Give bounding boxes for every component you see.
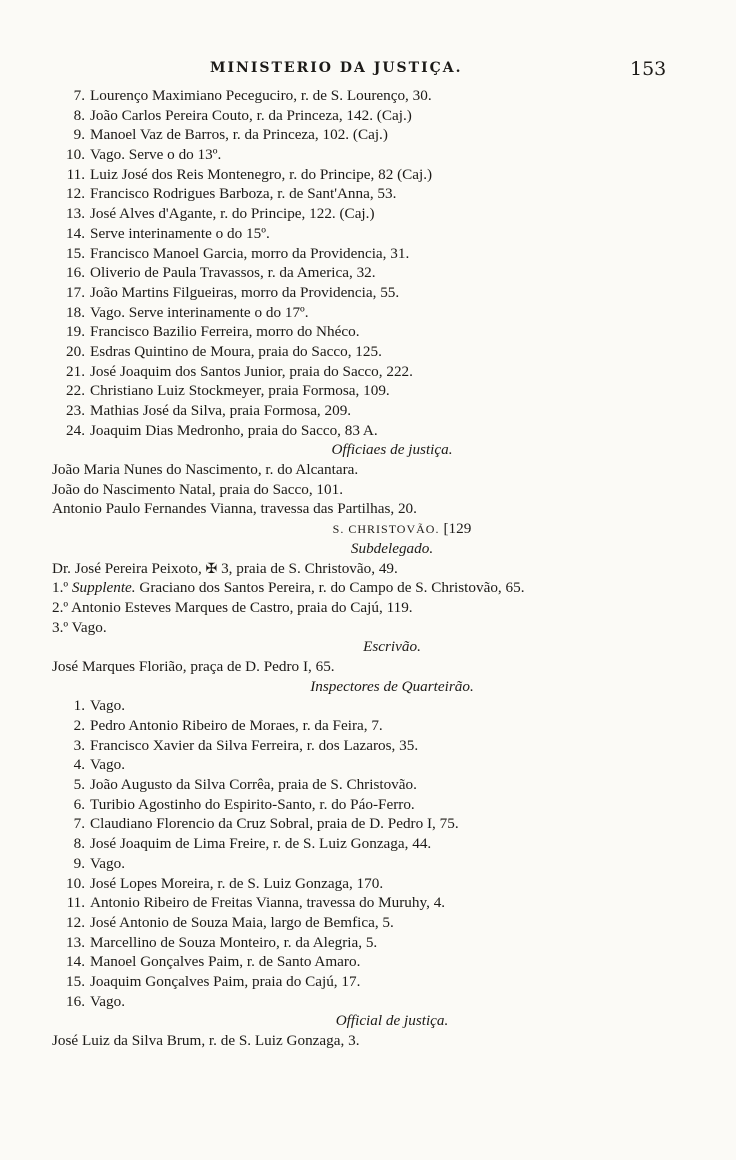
list-item: 12. José Antonio de Souza Maia, largo de Bemfica, 5. xyxy=(66,913,394,931)
list-item: 16. Vago. xyxy=(66,992,126,1010)
supplente-entry: 3.º Vago. xyxy=(52,618,107,636)
list-item: 2. Pedro Antonio Ribeiro de Moraes, r. da Feira, 7. xyxy=(73,717,383,734)
place-heading xyxy=(52,519,692,539)
list-item: 7. Lourenço Maximiano Peceguciro, r. de S. Lourenço, 30. xyxy=(73,87,432,104)
list-item: 15. Francisco Manoel Garcia, morro da Providencia, 31. xyxy=(66,244,410,262)
list-item: 9. Manoel Vaz de Barros, r. da Princeza, 102. (Caj.) xyxy=(73,126,388,144)
page-number: 153 xyxy=(630,58,667,80)
list-item: 24. Joaquim Dias Medronho, praia do Sacco, 83 A. xyxy=(66,421,378,439)
officiaes-heading: Officiaes de justiça. xyxy=(331,441,453,459)
list-item: 9. Vago. xyxy=(73,854,126,872)
list-item: 4. Vago. xyxy=(73,756,126,774)
escrivao-entry: José Marques Florião, praça de D. Pedro I, 65. xyxy=(52,657,335,675)
list-item: 6. Turibio Agostinho do Espirito-Santo, r. do Páo-Ferro. xyxy=(73,795,415,813)
list-item: 10. José Lopes Moreira, r. de S. Luiz Gonzaga, 170. xyxy=(66,874,384,892)
page-body xyxy=(52,86,692,1051)
list-item: 16. Oliverio de Paula Travassos, r. da America, 32. xyxy=(66,264,376,282)
escrivao-heading: Escrivão. xyxy=(363,638,421,656)
list-item: 13. José Alves d'Agante, r. do Principe, 122. (Caj.) xyxy=(66,205,375,223)
running-head xyxy=(0,60,736,82)
list-item: 3. Francisco Xavier da Silva Ferreira, r. dos Lazaros, 35. xyxy=(73,736,419,754)
subdelegado-entry: Dr. José Pereira Peixoto, ✠ 3, praia de S. Christovão, 49. xyxy=(52,559,398,577)
list-item: 11. Luiz José dos Reis Montenegro, r. do Principe, 82 (Caj.) xyxy=(66,165,433,183)
list-item: 5. João Augusto da Silva Corrêa, praia de S. Christovão. xyxy=(73,776,417,794)
list-item: 7. Claudiano Florencio da Cruz Sobral, praia de D. Pedro I, 75. xyxy=(73,815,459,833)
place-name: S. CHRISTOVÃO. xyxy=(332,522,440,537)
list-item: 12. Francisco Rodrigues Barboza, r. de Sant'Anna, 53. xyxy=(66,185,397,203)
list-item: 15. Joaquim Gonçalves Paim, praia do Cajú, 17. xyxy=(66,972,361,990)
officiaes-entry: João Maria Nunes do Nascimento, r. do Alcantara. xyxy=(52,461,359,479)
inspectores-heading: Inspectores de Quarteirão. xyxy=(310,677,474,695)
officiaes-entry: João do Nascimento Natal, praia do Sacco, 101. xyxy=(52,480,344,498)
list-item: 20. Esdras Quintino de Moura, praia do Sacco, 125. xyxy=(66,342,382,360)
list-item: 10. Vago. Serve o do 13º. xyxy=(66,146,222,164)
officiaes-entry: Antonio Paulo Fernandes Vianna, travessa das Partilhas, 20. xyxy=(52,500,417,518)
list-item: 11. Antonio Ribeiro de Freitas Vianna, travessa do Muruhy, 4. xyxy=(66,894,446,912)
list-item: 14. Manoel Gonçalves Paim, r. de Santo Amaro. xyxy=(66,953,361,971)
place-count: [129 xyxy=(443,520,472,538)
list-item: 19. Francisco Bazilio Ferreira, morro do Nhéco. xyxy=(66,323,360,341)
list-item: 21. José Joaquim dos Santos Junior, praia do Sacco, 222. xyxy=(66,362,413,380)
list-item: 18. Vago. Serve interinamente o do 17º. xyxy=(66,303,309,321)
page-title: MINISTERIO DA JUSTIÇA. xyxy=(210,60,463,76)
supplente-entry: 2.º Antonio Esteves Marques de Castro, praia do Cajú, 119. xyxy=(52,598,413,616)
official-heading: Official de justiça. xyxy=(335,1012,449,1030)
list-item: 14. Serve interinamente o do 15º. xyxy=(66,224,270,242)
subdelegado-heading: Subdelegado. xyxy=(350,539,434,557)
list-item: 13. Marcellino de Souza Monteiro, r. da Alegria, 5. xyxy=(66,933,378,951)
official-entry: José Luiz da Silva Brum, r. de S. Luiz Gonzaga, 3. xyxy=(52,1032,360,1049)
list-item: 23. Mathias José da Silva, praia Formosa, 209. xyxy=(66,402,352,419)
list-item: 8. João Carlos Pereira Couto, r. da Princeza, 142. (Caj.) xyxy=(73,106,412,124)
list-item: 8. José Joaquim de Lima Freire, r. de S. Luiz Gonzaga, 44. xyxy=(73,835,432,853)
list-item: 22. Christiano Luiz Stockmeyer, praia Formosa, 109. xyxy=(66,382,390,400)
cross-icon: ✠ xyxy=(205,561,218,577)
supplente-entry: 1.º Supplente. Graciano dos Santos Pereira, r. do Campo de S. Christovão, 65. xyxy=(52,579,525,597)
list-item: 1. Vago. xyxy=(73,697,126,715)
list-item: 17. João Martins Filgueiras, morro da Providencia, 55. xyxy=(66,283,400,301)
